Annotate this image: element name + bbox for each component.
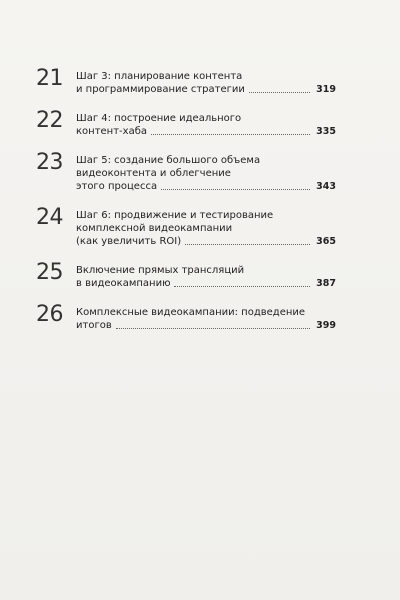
chapter-content xyxy=(76,205,336,248)
dot-leader xyxy=(185,244,310,245)
page-number: 335 xyxy=(316,126,336,137)
dot-leader xyxy=(161,189,310,190)
page-number: 343 xyxy=(316,181,336,192)
chapter-number: 25 xyxy=(36,260,63,285)
chapter-title-last-line xyxy=(76,277,336,290)
chapter-number: 21 xyxy=(36,66,63,91)
chapter-title-line: и программирование стратегии xyxy=(76,84,245,95)
chapter-title-line: Шаг 5: создание большого объема xyxy=(76,155,261,166)
page-number: 399 xyxy=(316,320,336,331)
chapter-content xyxy=(76,66,336,96)
chapter-title-line: этого процесса xyxy=(76,181,158,192)
chapter-title-line: итогов xyxy=(76,320,112,331)
table-of-contents xyxy=(36,66,336,344)
chapter-title-line: (как увеличить ROI) xyxy=(76,236,182,247)
page-number: 319 xyxy=(316,84,336,95)
dot-leader xyxy=(116,328,310,329)
toc-entry-23 xyxy=(36,150,336,193)
chapter-title-line: видеоконтента и облегчение xyxy=(76,168,231,179)
toc-entry-21 xyxy=(36,66,336,96)
chapter-title-line: в видеокампанию xyxy=(76,278,171,289)
chapter-title-line: Шаг 4: построение идеального xyxy=(76,113,242,124)
chapter-number: 24 xyxy=(36,205,63,230)
page-number: 387 xyxy=(316,278,336,289)
chapter-number: 22 xyxy=(36,108,63,133)
toc-entry-24 xyxy=(36,205,336,248)
toc-entry-26 xyxy=(36,302,336,332)
chapter-title-line: Включение прямых трансляций xyxy=(76,265,245,276)
dot-leader xyxy=(249,92,310,93)
chapter-content xyxy=(76,260,336,290)
chapter-title-last-line xyxy=(76,125,336,138)
chapter-title-last-line xyxy=(76,180,336,193)
toc-entry-25 xyxy=(36,260,336,290)
chapter-content xyxy=(76,150,336,193)
chapter-content xyxy=(76,108,336,138)
chapter-title-last-line xyxy=(76,235,336,248)
chapter-title-line: Шаг 3: планирование контента xyxy=(76,71,243,82)
chapter-title-line: Комплексные видеокампании: подведение xyxy=(76,307,306,318)
chapter-number: 23 xyxy=(36,150,63,175)
toc-entry-22 xyxy=(36,108,336,138)
chapter-title-line: комплексной видеокампании xyxy=(76,223,233,234)
chapter-number: 26 xyxy=(36,302,63,327)
dot-leader xyxy=(174,286,310,287)
chapter-title-last-line xyxy=(76,319,336,332)
chapter-title-last-line xyxy=(76,83,336,96)
chapter-title-line: контент-хаба xyxy=(76,126,147,137)
chapter-title-line: Шаг 6: продвижение и тестирование xyxy=(76,210,274,221)
chapter-content xyxy=(76,302,336,332)
dot-leader xyxy=(151,134,310,135)
page-number: 365 xyxy=(316,236,336,247)
